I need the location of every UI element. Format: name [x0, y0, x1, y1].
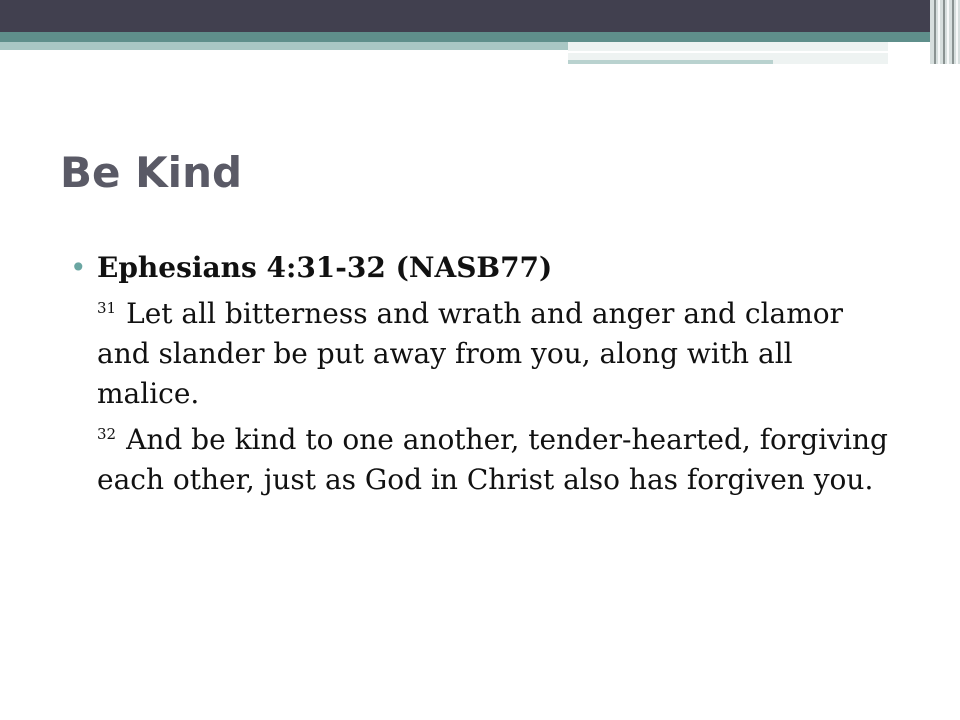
decor-stripe — [947, 0, 949, 64]
slide-body — [70, 248, 890, 500]
top-banner-extension-line — [568, 51, 888, 53]
top-banner-teal-light — [0, 42, 570, 50]
top-banner-extension-bar — [568, 60, 773, 64]
slide-title: Be Kind — [60, 148, 243, 197]
decor-stripe — [956, 0, 958, 64]
decor-stripe — [952, 0, 954, 64]
decor-stripe — [943, 0, 945, 64]
top-banner-teal — [0, 32, 930, 42]
bullet-item — [70, 248, 890, 500]
verse-text: And be kind to one another, tender-hearted, forgiving each other, just as God in Christ also has forgiven you. — [97, 423, 888, 496]
verse-text: Let all bitterness and wrath and anger and clamor and slander be put away from you, along with all malice. — [97, 297, 844, 410]
bullet-dot: • — [70, 251, 87, 284]
decor-stripe — [934, 0, 936, 64]
decor-stripe — [938, 0, 940, 64]
verse-32 — [97, 414, 890, 500]
top-banner-dark — [0, 0, 960, 32]
verse-31 — [97, 288, 890, 414]
scripture-reference: Ephesians 4:31-32 (NASB77) — [97, 251, 553, 284]
verse-number: 31 — [97, 299, 117, 317]
top-right-decoration — [930, 0, 960, 64]
verse-number: 32 — [97, 425, 117, 443]
